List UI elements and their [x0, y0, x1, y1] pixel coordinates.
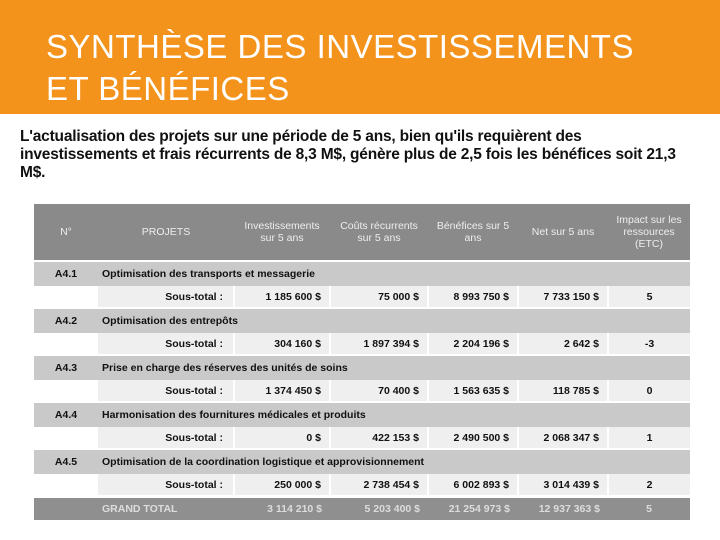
subtotal-benefits: 1 563 635 $ — [428, 380, 518, 402]
page-title: SYNTHÈSE DES INVESTISSEMENTS ET BÉNÉFICES — [46, 28, 634, 107]
subtotal-costs: 1 897 394 $ — [330, 333, 428, 355]
subtotal-net: 3 014 439 $ — [518, 474, 608, 495]
project-name: Optimisation de la coordination logistique et approvisionnement — [98, 449, 690, 474]
project-row — [34, 308, 690, 333]
subtotal-row — [34, 333, 690, 355]
subtotal-invest: 250 000 $ — [234, 474, 330, 495]
subtotal-label: Sous-total : — [98, 380, 234, 402]
subtotal-costs: 2 738 454 $ — [330, 474, 428, 495]
subtotal-benefits: 2 204 196 $ — [428, 333, 518, 355]
subtotal-label: Sous-total : — [98, 474, 234, 495]
subtotal-impact: 2 — [608, 474, 690, 495]
subtotal-impact: 5 — [608, 286, 690, 308]
header-benefits: Bénéfices sur 5 ans — [428, 204, 518, 261]
subtotal-benefits: 6 002 893 $ — [428, 474, 518, 495]
subtotal-invest: 1 185 600 $ — [234, 286, 330, 308]
grand-total-impact: 5 — [608, 498, 690, 520]
subtotal-benefits: 8 993 750 $ — [428, 286, 518, 308]
summary-table-container — [34, 204, 690, 520]
subtotal-label: Sous-total : — [98, 286, 234, 308]
subtotal-net: 7 733 150 $ — [518, 286, 608, 308]
subtotal-row — [34, 427, 690, 449]
project-name: Optimisation des entrepôts — [98, 308, 690, 333]
grand-total-spacer — [34, 498, 98, 520]
subtotal-net: 2 068 347 $ — [518, 427, 608, 449]
subtotal-impact: 1 — [608, 427, 690, 449]
grand-total-row — [34, 498, 690, 520]
subtotal-impact: -3 — [608, 333, 690, 355]
subtotal-benefits: 2 490 500 $ — [428, 427, 518, 449]
grand-total-benefits: 21 254 973 $ — [428, 498, 518, 520]
subtotal-spacer — [34, 474, 98, 495]
title-banner — [0, 0, 720, 114]
subtotal-label: Sous-total : — [98, 427, 234, 449]
header-project: PROJETS — [98, 204, 234, 261]
project-row — [34, 449, 690, 474]
grand-total-invest: 3 114 210 $ — [234, 498, 330, 520]
table-header-row — [34, 204, 690, 261]
project-row — [34, 261, 690, 286]
header-costs: Coûts récurrents sur 5 ans — [330, 204, 428, 261]
summary-table — [34, 204, 690, 520]
project-row — [34, 402, 690, 427]
project-row — [34, 355, 690, 380]
project-name: Optimisation des transports et messagerie — [98, 261, 690, 286]
subtotal-spacer — [34, 380, 98, 402]
grand-total-label: GRAND TOTAL — [98, 498, 234, 520]
subtotal-row — [34, 286, 690, 308]
subtotal-invest: 0 $ — [234, 427, 330, 449]
header-net: Net sur 5 ans — [518, 204, 608, 261]
subtotal-net: 2 642 $ — [518, 333, 608, 355]
header-invest: Investissements sur 5 ans — [234, 204, 330, 261]
subtotal-label: Sous-total : — [98, 333, 234, 355]
project-number: A4.1 — [34, 261, 98, 286]
project-number: A4.2 — [34, 308, 98, 333]
subtotal-row — [34, 474, 690, 495]
subtotal-costs: 70 400 $ — [330, 380, 428, 402]
subtotal-invest: 1 374 450 $ — [234, 380, 330, 402]
project-number: A4.4 — [34, 402, 98, 427]
intro-text: L'actualisation des projets sur une période de 5 ans, bien qu'ils requièrent des investissements et frais récurrents de 8,3 M$, génère plus de 2,5 fois les bénéfices soit 21,3 M$. — [20, 128, 676, 181]
grand-total-costs: 5 203 400 $ — [330, 498, 428, 520]
project-name: Prise en charge des réserves des unités de soins — [98, 355, 690, 380]
header-num: N° — [34, 204, 98, 261]
subtotal-costs: 75 000 $ — [330, 286, 428, 308]
subtotal-spacer — [34, 286, 98, 308]
subtotal-invest: 304 160 $ — [234, 333, 330, 355]
subtotal-impact: 0 — [608, 380, 690, 402]
project-number: A4.5 — [34, 449, 98, 474]
subtotal-row — [34, 380, 690, 402]
project-name: Harmonisation des fournitures médicales et produits — [98, 402, 690, 427]
subtotal-net: 118 785 $ — [518, 380, 608, 402]
header-impact: Impact sur les ressources (ETC) — [608, 204, 690, 261]
subtotal-spacer — [34, 333, 98, 355]
subtotal-costs: 422 153 $ — [330, 427, 428, 449]
grand-total-net: 12 937 363 $ — [518, 498, 608, 520]
project-number: A4.3 — [34, 355, 98, 380]
subtotal-spacer — [34, 427, 98, 449]
